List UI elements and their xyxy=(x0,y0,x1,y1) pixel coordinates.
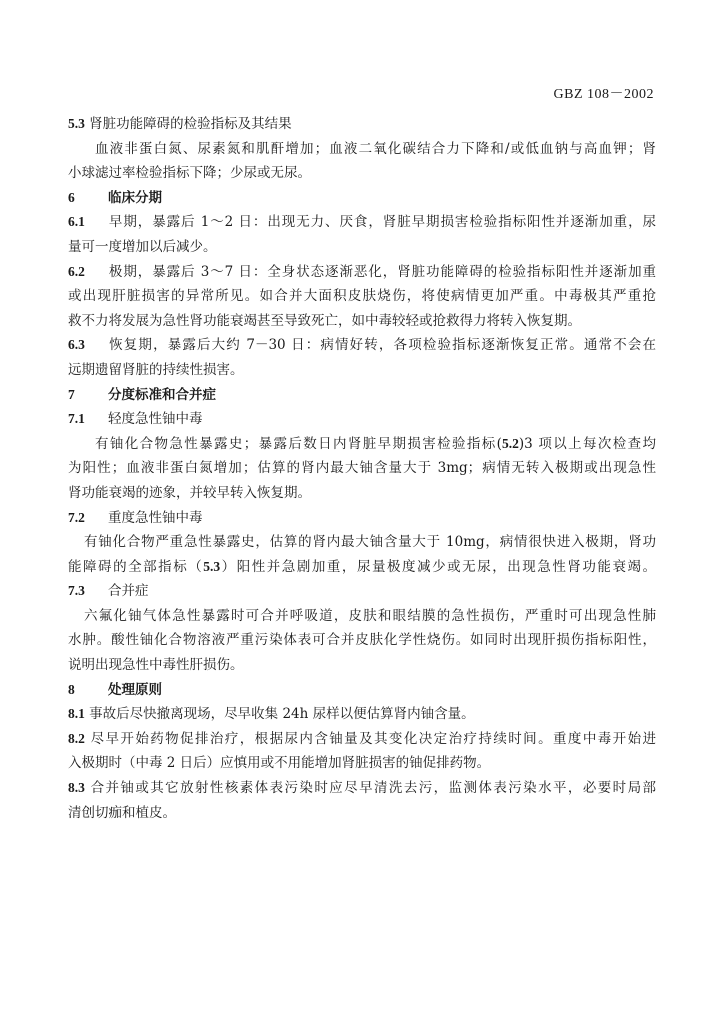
paragraph-line: 小球滤过率检验指标下降；少尿或无尿。 xyxy=(68,165,311,182)
paragraph-line: 量可一度增加以后减少。 xyxy=(68,238,217,255)
section-title: 处理原则 xyxy=(108,681,162,698)
section-7-1-heading xyxy=(68,407,656,432)
section-5-3-heading xyxy=(68,112,656,137)
section-number: 6.2 xyxy=(68,263,85,279)
section-6-2-line xyxy=(68,260,656,285)
paragraph-line: 说明出现急性中毒性肝损伤。 xyxy=(68,657,244,674)
clause-reference: 5.3 xyxy=(203,558,221,574)
paragraph-text: )3 项以上每次检查均 xyxy=(518,435,656,452)
paragraph-text: 有铀化合物急性暴露史；暴露后数日内肾脏早期损害检验指标( xyxy=(95,435,502,452)
paragraph-line xyxy=(68,555,656,580)
paragraph-text: 恢复期，暴露后大约 7－30 日：病情好转，各项检验指标逐渐恢复正常。通常不会在 xyxy=(108,337,656,354)
paragraph-line: 水肿。酸性铀化合物溶液严重污染体表可合并皮肤化学性烧伤。如同时出现肝损伤指标阳性， xyxy=(68,632,656,649)
paragraph-text: 早期，暴露后 1～2 日：出现无力、厌食，肾脏早期损害检验指标阳性并逐渐加重，尿 xyxy=(108,214,656,231)
paragraph-line: 六氟化铀气体急性暴露时可合并呼吸道，皮肤和眼结膜的急性损伤，严重时可出现急性肺 xyxy=(84,607,656,624)
section-number: 8.3 xyxy=(68,780,85,796)
section-8-heading xyxy=(68,678,656,703)
section-title: 临床分期 xyxy=(108,189,162,206)
paragraph-line xyxy=(68,432,656,457)
section-8-2-line xyxy=(68,727,656,752)
section-number: 6.1 xyxy=(68,214,85,230)
section-8-1-line xyxy=(68,702,656,727)
section-number: 7.3 xyxy=(68,583,85,599)
section-7-2-heading xyxy=(68,506,656,531)
paragraph-text: 能障碍的全部指标（ xyxy=(68,558,204,575)
paragraph-line: 或出现肝脏损害的异常所见。如合并大面积皮肤烧伤，将使病情更加严重。中毒极其严重抢 xyxy=(68,288,656,305)
document-body xyxy=(68,112,656,825)
section-title: 重度急性铀中毒 xyxy=(108,509,203,526)
section-number: 8.2 xyxy=(68,730,85,746)
section-title: 合并症 xyxy=(108,583,149,600)
section-6-1-line xyxy=(68,210,656,235)
paragraph-line: 为阳性；血液非蛋白氮增加；估算的肾内最大铀含量大于 3mg；病情无转入极期或出现急性 xyxy=(68,460,656,477)
section-title: 轻度急性铀中毒 xyxy=(108,411,203,428)
section-number: 8.1 xyxy=(68,706,85,722)
section-7-3-heading xyxy=(68,579,656,604)
paragraph-line: 清创切痂和植皮。 xyxy=(68,804,176,821)
paragraph-line: 有铀化合物严重急性暴露史，估算的肾内最大铀含量大于 10mg，病情很快进入极期，肾功 xyxy=(84,534,656,551)
paragraph-line: 肾功能衰竭的迹象，并较早转入恢复期。 xyxy=(68,484,311,501)
section-8-3-line xyxy=(68,776,656,801)
section-title: 分度标准和合并症 xyxy=(108,386,216,403)
section-number: 7.2 xyxy=(68,509,85,525)
standard-code: GBZ 108－2002 xyxy=(553,87,654,102)
paragraph-line: 救不力将发展为急性肾功能衰竭甚至导致死亡，如中毒较轻或抢救得力将转入恢复期。 xyxy=(68,312,581,329)
paragraph-text: 尽早开始药物促排治疗，根据尿内含铀量及其变化决定治疗持续时间。重度中毒开始进 xyxy=(90,730,656,747)
paragraph-text: ）阳性并急剧加重，尿量极度减少或无尿，出现急性肾功能衰竭。 xyxy=(220,558,656,575)
clause-reference: 5.2 xyxy=(501,435,519,451)
section-number: 7.1 xyxy=(68,411,85,427)
section-6-heading xyxy=(68,186,656,211)
paragraph-line: 血液非蛋白氮、尿素氮和肌酐增加；血液二氧化碳结合力下降和/或低血钠与高血钾；肾 xyxy=(95,140,656,157)
paragraph-text: 合并铀或其它放射性核素体表污染时应尽早清洗去污，监测体表污染水平，必要时局部 xyxy=(90,780,656,797)
section-number: 6 xyxy=(68,189,75,205)
section-number: 7 xyxy=(68,386,75,402)
paragraph-line: 远期遗留肾脏的持续性损害。 xyxy=(68,361,244,378)
paragraph-line: 入极期时（中毒 2 日后）应慎用或不用能增加肾脏损害的铀促排药物。 xyxy=(68,755,491,772)
section-number: 8 xyxy=(68,681,75,697)
section-number: 5.3 xyxy=(68,116,85,131)
section-title: 肾脏功能障碍的检验指标及其结果 xyxy=(89,116,292,132)
paragraph-text: 事故后尽快撤离现场，尽早收集 24h 尿样以便估算肾内铀含量。 xyxy=(89,706,475,723)
section-7-heading xyxy=(68,383,656,408)
paragraph-text: 极期，暴露后 3～7 日：全身状态逐渐恶化，肾脏功能障碍的检验指标阳性并逐渐加重 xyxy=(108,263,656,280)
section-number: 6.3 xyxy=(68,337,85,353)
section-6-3-line xyxy=(68,333,656,358)
